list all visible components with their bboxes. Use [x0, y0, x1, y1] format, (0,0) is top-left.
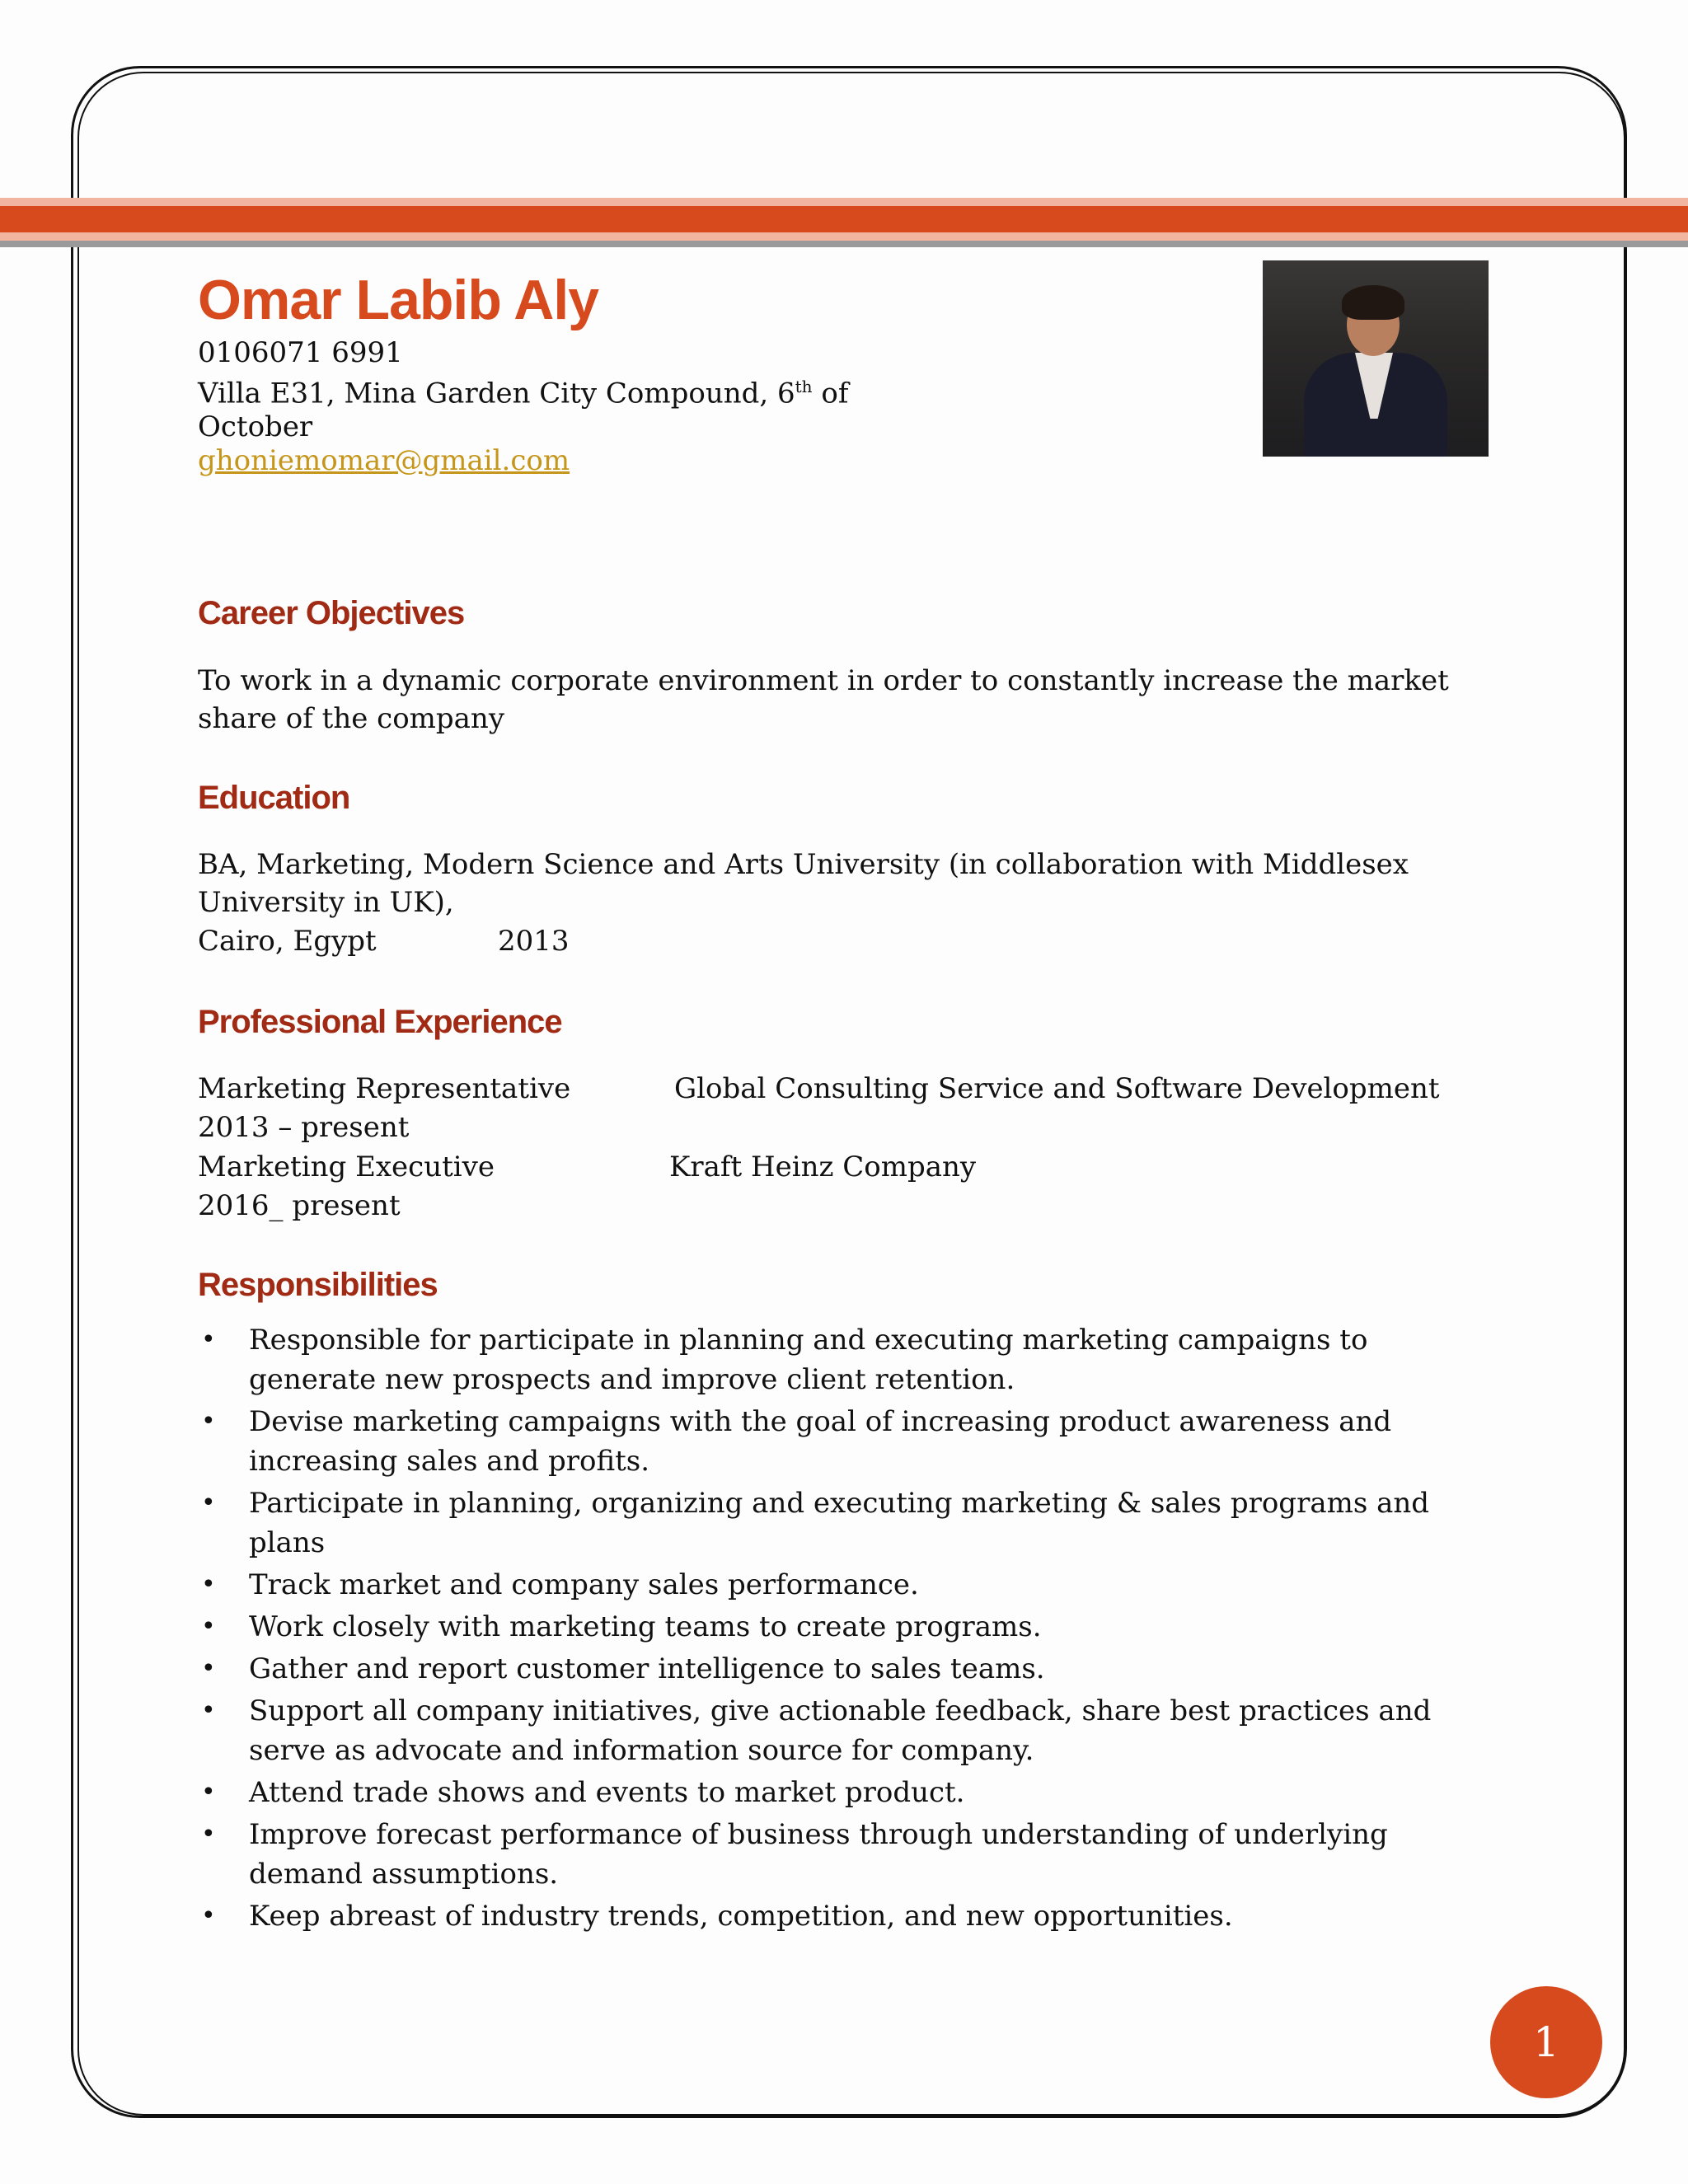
bullet-icon: •: [201, 1820, 216, 1849]
responsibilities-list: [198, 1320, 1500, 1938]
list-item-text: Improve forecast performance of business through understanding of underlying demand assumptions.: [249, 1818, 1388, 1891]
job-1-period: 2013 – present: [198, 1111, 410, 1144]
list-item-text: Support all company initiatives, give actionable feedback, share best practices and serve as advocate and information source for company.: [249, 1694, 1432, 1767]
list-item: [198, 1649, 1500, 1689]
list-item: [198, 1607, 1500, 1647]
address-line-2: October: [198, 410, 313, 444]
list-item-text: Work closely with marketing teams to create programs.: [249, 1610, 1042, 1643]
list-item-text: Participate in planning, organizing and executing marketing & sales programs and plans: [249, 1487, 1430, 1559]
list-item: [198, 1815, 1500, 1894]
header-band-gray: [0, 241, 1688, 247]
job-2-company: Kraft Heinz Company: [669, 1151, 977, 1183]
education-year: 2013: [498, 925, 570, 958]
list-item-text: Devise marketing campaigns with the goal of increasing product awareness and increasing sales and profits.: [249, 1405, 1392, 1478]
page-number-badge: 1: [1490, 1986, 1602, 2098]
bullet-icon: •: [201, 1778, 216, 1807]
list-item-text: Gather and report customer intelligence to sales teams.: [249, 1652, 1045, 1685]
header-band-light-top: [0, 198, 1688, 206]
list-item-text: Track market and company sales performance.: [249, 1568, 919, 1601]
candidate-name: Omar Labib Aly: [198, 269, 599, 331]
address-text: Villa E31, Mina Garden City Compound, 6: [198, 377, 795, 410]
experience-heading: Professional Experience: [198, 1004, 562, 1040]
job-1-company: Global Consulting Service and Software Development: [674, 1072, 1440, 1105]
career-objectives-text: To work in a dynamic corporate environment in order to constantly increase the market share of the company: [198, 664, 1449, 735]
bullet-icon: •: [201, 1696, 216, 1725]
list-item-text: Responsible for participate in planning and executing marketing campaigns to generate new prospects and improve client retention.: [249, 1324, 1368, 1396]
list-item: [198, 1320, 1500, 1399]
list-item: [198, 1691, 1500, 1770]
bullet-icon: •: [201, 1901, 216, 1930]
career-objectives-heading: Career Objectives: [198, 595, 465, 631]
job-2-period: 2016_ present: [198, 1189, 401, 1222]
education-location: Cairo, Egypt: [198, 925, 377, 958]
list-item-text: Attend trade shows and events to market product.: [249, 1776, 965, 1809]
bullet-icon: •: [201, 1570, 216, 1599]
education-degree: BA, Marketing, Modern Science and Arts University (in collaboration with Middlesex University in UK),: [198, 848, 1409, 919]
address-superscript: th: [795, 377, 813, 396]
bullet-icon: •: [201, 1325, 216, 1354]
list-item: [198, 1402, 1500, 1481]
job-2-role: Marketing Executive: [198, 1151, 495, 1183]
list-item: [198, 1773, 1500, 1812]
list-item-text: Keep abreast of industry trends, competition, and new opportunities.: [249, 1900, 1233, 1933]
email-link[interactable]: ghoniemomar@gmail.com: [198, 444, 570, 478]
bullet-icon: •: [201, 1407, 216, 1436]
bullet-icon: •: [201, 1654, 216, 1683]
list-item: [198, 1483, 1500, 1563]
photo-hair: [1342, 285, 1404, 320]
bullet-icon: •: [201, 1488, 216, 1517]
list-item: [198, 1565, 1500, 1605]
job-1-role: Marketing Representative: [198, 1072, 571, 1105]
list-item: [198, 1896, 1500, 1936]
education-heading: Education: [198, 780, 350, 816]
header-band-light-bottom: [0, 232, 1688, 241]
header-band-orange: [0, 206, 1688, 232]
responsibilities-heading: Responsibilities: [198, 1267, 438, 1303]
address-text-end: of: [812, 377, 849, 410]
profile-photo: [1263, 260, 1489, 457]
bullet-icon: •: [201, 1612, 216, 1641]
phone-number: 0106071 6991: [198, 336, 403, 369]
